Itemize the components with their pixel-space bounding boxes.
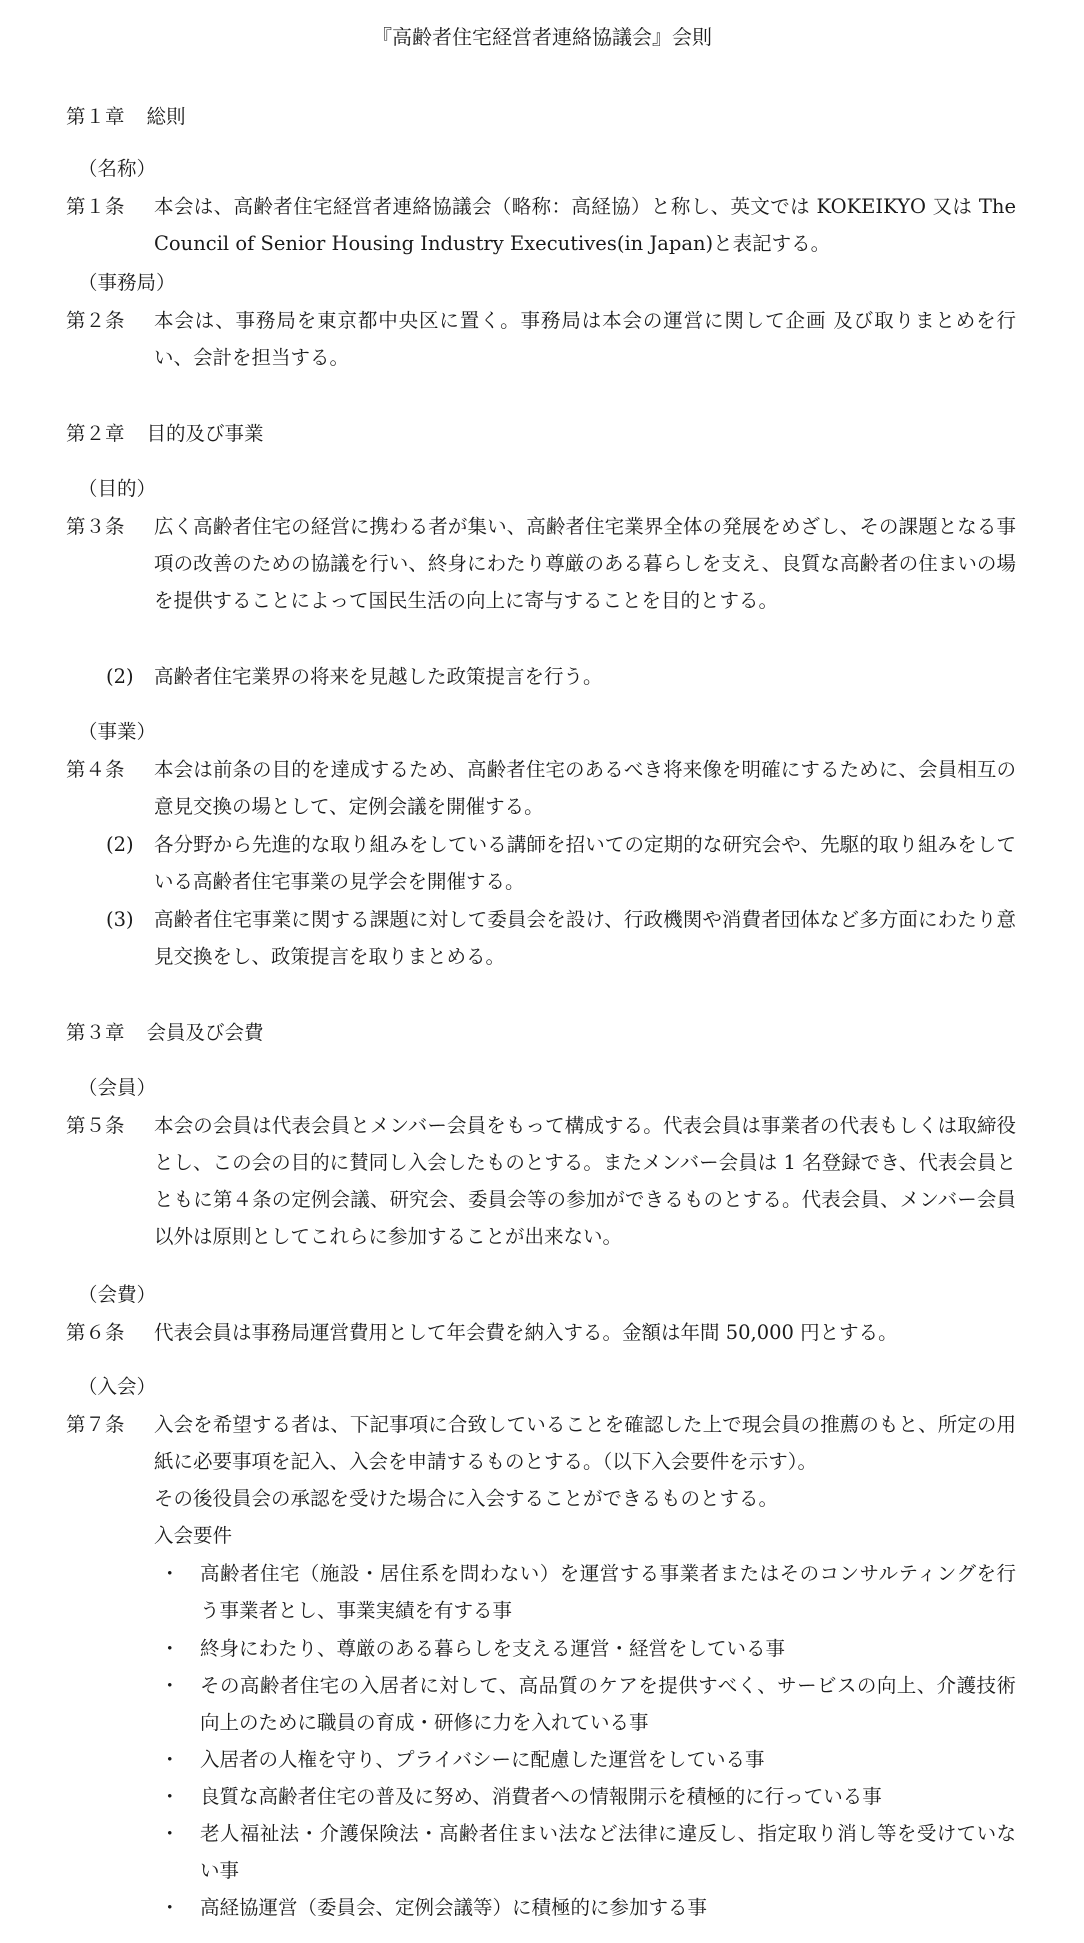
article-text: 代表会員は事務局運営費用として年会費を納入する。金額は年間 50,000 円とする。 [154, 1321, 898, 1344]
requirement-item [154, 1889, 1016, 1926]
article-caption-admission: （入会） [78, 1375, 157, 1398]
article-text: 入会を希望する者は、下記事項に合致していることを確認した上で現会員の推薦のもと、所定の用紙に必要事項を記入、入会を申請するものとする。（以下入会要件を示す）。 [154, 1413, 1016, 1473]
item-label: (2) [106, 833, 134, 856]
document-title: 『高齢者住宅経営者連絡協議会』会則 [372, 25, 712, 49]
bullet-mark: ・ [160, 1822, 180, 1845]
article-caption-fees: （会費） [78, 1283, 157, 1306]
requirement-item [154, 1667, 1016, 1741]
item-label: (3) [106, 908, 134, 931]
bullet-mark: ・ [160, 1748, 180, 1771]
requirement-text: 終身にわたり、尊厳のある暮らしを支える運営・経営をしている事 [200, 1637, 786, 1660]
bullet-mark: ・ [160, 1674, 180, 1697]
chapter-number: 第１章 [66, 105, 125, 128]
chapter-number: 第２章 [66, 422, 125, 445]
article-2 [66, 302, 1016, 376]
requirement-text: その高齢者住宅の入居者に対して、高品質のケアを提供すべく、サービスの向上、介護技術向上のために職員の育成・研修に力を入れている事 [200, 1674, 1016, 1734]
article-label: 第５条 [66, 1114, 125, 1137]
bullet-mark: ・ [160, 1896, 180, 1919]
requirement-text: 入居者の人権を守り、プライバシーに配慮した運営をしている事 [200, 1748, 765, 1771]
article-caption-name: （名称） [78, 157, 157, 180]
article-3-item-2 [106, 658, 1016, 695]
chapter-heading-2 [66, 419, 264, 449]
requirement-text: 良質な高齢者住宅の普及に努め、消費者への情報開示を積極的に行っている事 [200, 1785, 882, 1808]
article-7 [66, 1406, 1016, 1480]
article-label: 第７条 [66, 1413, 125, 1436]
chapter-title: 会員及び会費 [146, 1021, 264, 1044]
article-label: 第４条 [66, 758, 125, 781]
article-label: 第２条 [66, 309, 125, 332]
chapter-title: 目的及び事業 [146, 422, 264, 445]
item-text: 各分野から先進的な取り組みをしている講師を招いての定期的な研究会や、先駆的取り組みをしている高齢者住宅事業の見学会を開催する。 [154, 833, 1016, 893]
chapter-heading-3 [66, 1018, 264, 1048]
article-text: 本会は前条の目的を達成するため、高齢者住宅のあるべき将来像を明確にするために、会員相互の意見交換の場として、定例会議を開催する。 [154, 758, 1016, 818]
article-3 [66, 508, 1016, 619]
requirement-text: 老人福祉法・介護保険法・高齢者住まい法など法律に違反し、指定取り消し等を受けていない事 [200, 1822, 1016, 1882]
item-text: 高齢者住宅事業に関する課題に対して委員会を設け、行政機関や消費者団体など多方面にわたり意見交換をし、政策提言を取りまとめる。 [154, 908, 1016, 968]
article-1 [66, 188, 1016, 262]
article-text: 本会の会員は代表会員とメンバー会員をもって構成する。代表会員は事業者の代表もしくは取締役とし、この会の目的に賛同し入会したものとする。またメンバー会員は 1 名登録でき、代表会員とともに第４条の定例会議、研究会、委員会等の参加ができるものとする。代表会員、メンバー会員以外は原則としてこれらに参加することが出来ない。 [154, 1114, 1016, 1248]
article-7-approval-line: その後役員会の承認を受けた場合に入会することができるものとする。 [154, 1487, 779, 1510]
article-4 [66, 751, 1016, 825]
article-text: 広く高齢者住宅の経営に携わる者が集い、高齢者住宅業界全体の発展をめざし、その課題となる事項の改善のための協議を行い、終身にわたり尊厳のある暮らしを支え、良質な高齢者の住まいの場を提供することによって国民生活の向上に寄与することを目的とする。 [154, 515, 1016, 612]
item-text: 高齢者住宅業界の将来を見越した政策提言を行う。 [154, 665, 603, 688]
article-4-item-2 [106, 826, 1016, 900]
article-caption-office: （事務局） [78, 271, 176, 294]
bullet-mark: ・ [160, 1562, 180, 1585]
article-6 [66, 1314, 1016, 1351]
article-label: 第１条 [66, 195, 125, 218]
requirement-item [154, 1555, 1016, 1629]
article-caption-purpose: （目的） [78, 477, 157, 500]
article-4-item-3 [106, 901, 1016, 975]
article-caption-business: （事業） [78, 720, 157, 743]
chapter-title: 総則 [146, 105, 186, 128]
article-text: 本会は、事務局を東京都中央区に置く。事務局は本会の運営に関して企画 及び取りまとめを行い、会計を担当する。 [154, 309, 1016, 369]
article-caption-members: （会員） [78, 1076, 157, 1099]
chapter-number: 第３章 [66, 1021, 125, 1044]
article-label: 第６条 [66, 1321, 125, 1344]
article-label: 第３条 [66, 515, 125, 538]
requirement-text: 高齢者住宅（施設・居住系を問わない）を運営する事業者またはそのコンサルティングを行う事業者とし、事業実績を有する事 [200, 1562, 1016, 1622]
requirements-heading: 入会要件 [154, 1524, 233, 1547]
requirement-text: 高経協運営（委員会、定例会議等）に積極的に参加する事 [200, 1896, 708, 1919]
requirement-item [154, 1741, 1016, 1778]
bullet-mark: ・ [160, 1785, 180, 1808]
chapter-heading-1 [66, 102, 186, 132]
bullet-mark: ・ [160, 1637, 180, 1660]
requirement-item [154, 1778, 1016, 1815]
item-label: (2) [106, 665, 134, 688]
requirement-item [154, 1630, 1016, 1667]
article-text: 本会は、高齢者住宅経営者連絡協議会（略称：高経協）と称し、英文では KOKEIKYO 又は The Council of Senior Housing Industry Executives(in Japan)と表記する。 [154, 195, 1016, 255]
requirement-item [154, 1815, 1016, 1889]
article-5 [66, 1107, 1016, 1255]
